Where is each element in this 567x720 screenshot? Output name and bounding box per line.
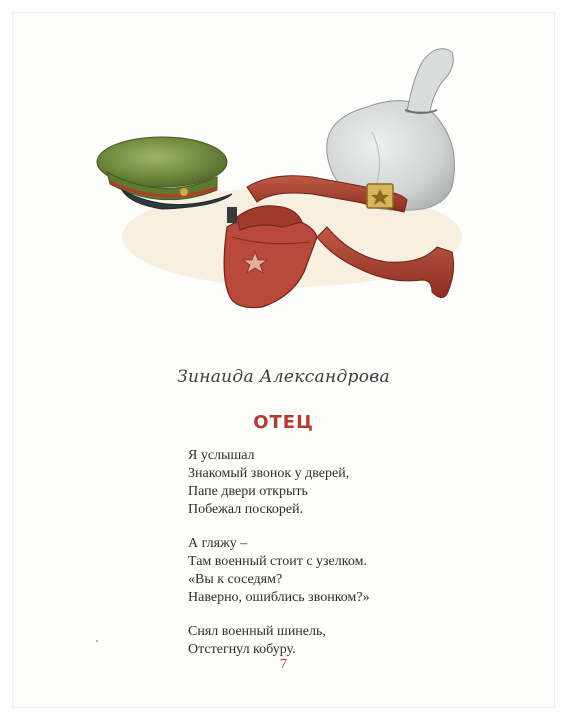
- poem-line: Знакомый звонок у дверей,: [188, 466, 350, 481]
- paper-speck: [96, 640, 98, 642]
- book-page: [12, 12, 555, 708]
- stanza-3: [188, 623, 518, 659]
- stanza-2: [188, 535, 518, 607]
- poem-line: «Вы к соседям?: [188, 572, 283, 587]
- poem-line: Я услышал: [188, 448, 255, 463]
- poem-line: Папе двери открыть: [188, 484, 308, 499]
- author-name: Зинаида Александрова: [177, 367, 390, 387]
- poem-line: Наверно, ошиблись звонком?»: [188, 590, 370, 605]
- page-number: 7: [280, 657, 287, 672]
- stanza-1: [188, 447, 518, 519]
- poem-line: Побежал поскорей.: [188, 502, 304, 517]
- watercolor-illustration: [12, 12, 555, 342]
- poem-line: Отстегнул кобуру.: [188, 642, 296, 657]
- poem-title: ОТЕЦ: [253, 412, 314, 433]
- poem-line: А гляжу –: [188, 536, 248, 551]
- poem-body: [188, 447, 518, 675]
- poem-line: Там военный стоит с узелком.: [188, 554, 367, 569]
- poem-line: Снял военный шинель,: [188, 624, 326, 639]
